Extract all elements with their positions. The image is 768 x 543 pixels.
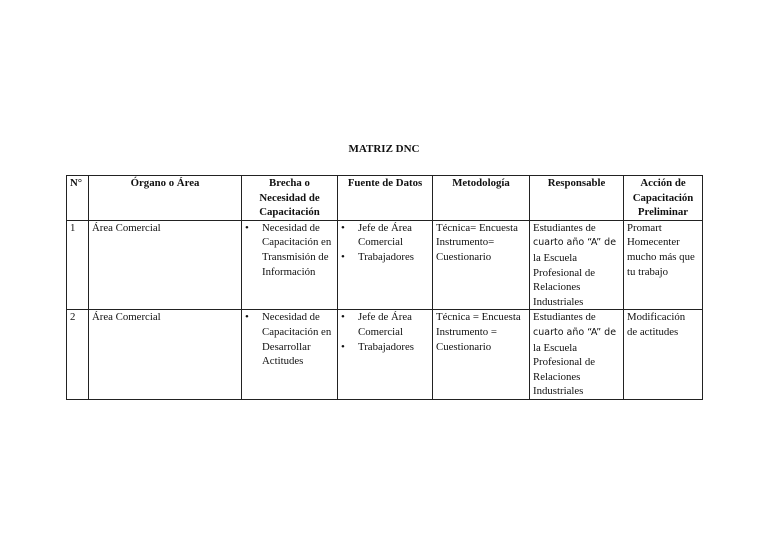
cell-accion: Modificación de actitudes	[624, 310, 703, 400]
cell-number: 2	[67, 310, 89, 400]
header-fuente: Fuente de Datos	[338, 176, 433, 221]
responsable-line: la Escuela Profesional de Relaciones Industriales	[533, 341, 596, 398]
header-responsable: Responsable	[530, 176, 624, 221]
responsable-line: Estudiantes de	[533, 311, 596, 324]
responsable-line: cuarto año “A” de	[533, 237, 617, 249]
cell-fuente	[338, 310, 433, 400]
cell-responsable	[530, 220, 624, 310]
header-row	[67, 176, 703, 221]
cell-accion: Promart Homecenter mucho más que tu trabajo	[624, 220, 703, 310]
responsable-line: Estudiantes de	[533, 221, 596, 234]
table-row	[67, 310, 703, 400]
list-item: • Necesidad de Capacitación en Desarrollar Actitudes	[245, 310, 334, 368]
header-number: N°	[67, 176, 89, 221]
responsable-line: la Escuela Profesional de Relaciones Industriales	[533, 251, 596, 308]
list-item: • Necesidad de Capacitación en Transmisión de Información	[245, 221, 334, 279]
document-title: MATRIZ DNC	[348, 143, 420, 155]
cell-fuente	[338, 220, 433, 310]
cell-metodologia: Técnica= Encuesta Instrumento= Cuestionario	[433, 220, 530, 310]
cell-area: Área Comercial	[89, 220, 242, 310]
list-item: • Trabajadores	[341, 340, 429, 355]
header-accion: Acción de Capacitación Preliminar	[624, 176, 703, 221]
cell-brecha	[242, 220, 338, 310]
table-row	[67, 220, 703, 310]
list-item: • Trabajadores	[341, 250, 429, 265]
cell-brecha	[242, 310, 338, 400]
responsable-line: cuarto año “A” de	[533, 326, 617, 338]
cell-responsable	[530, 310, 624, 400]
cell-number: 1	[67, 220, 89, 310]
header-brecha: Brecha o Necesidad de Capacitación	[242, 176, 338, 221]
dnc-matrix-table	[66, 175, 703, 400]
header-area: Órgano o Área	[89, 176, 242, 221]
header-metodologia: Metodología	[433, 176, 530, 221]
cell-metodologia: Técnica = Encuesta Instrumento = Cuestionario	[433, 310, 530, 400]
list-item: • Jefe de Área Comercial	[341, 221, 429, 250]
list-item: • Jefe de Área Comercial	[341, 310, 429, 339]
cell-area: Área Comercial	[89, 310, 242, 400]
